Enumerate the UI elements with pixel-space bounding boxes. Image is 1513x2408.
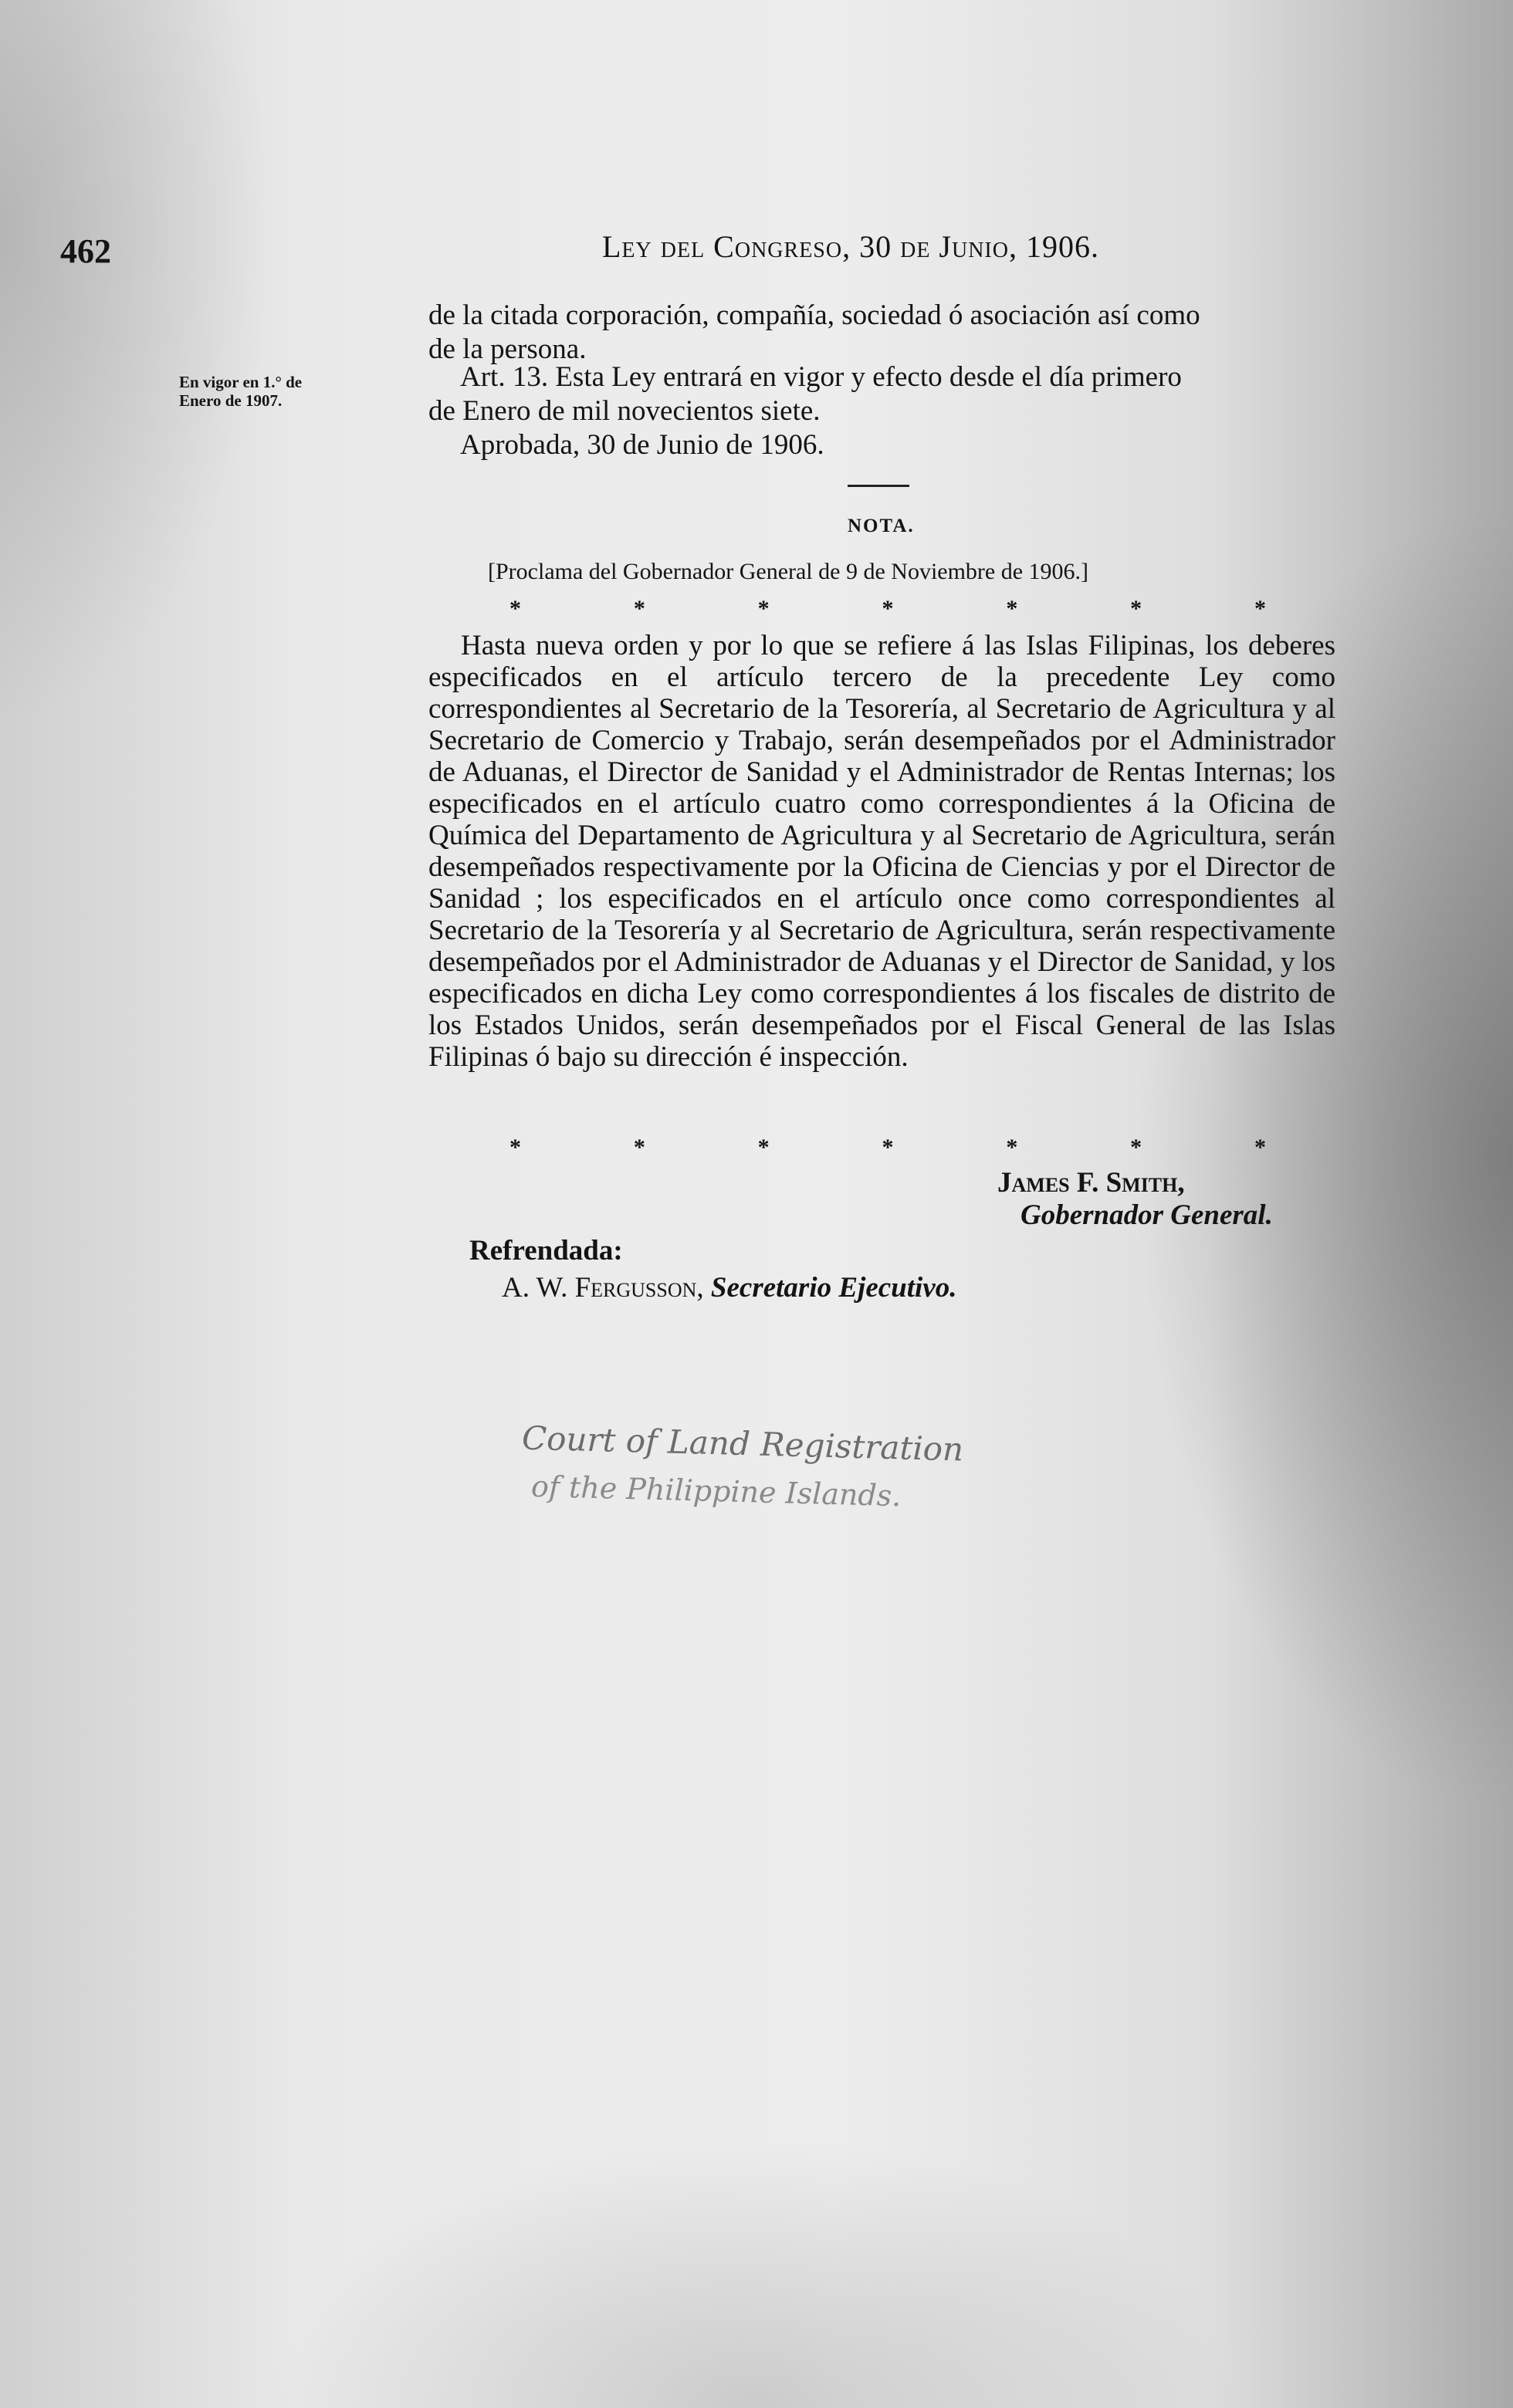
ellipsis-star: * [1006,1135,1018,1160]
ellipsis-star: * [882,596,894,621]
ellipsis-star: * [1130,1135,1142,1160]
nota-heading: NOTA. [848,516,915,536]
ellipsis-star: * [757,596,770,621]
countersign-title: Secretario Ejecutivo. [710,1272,957,1304]
section-divider [848,485,909,487]
ellipsis-star: * [1130,596,1142,621]
page-number: 462 [60,232,111,270]
ellipsis-star: * [509,596,521,621]
ellipsis-star: * [633,596,645,621]
running-head: Ley del Congreso, 30 de Junio, 1906. [602,229,1099,264]
stamp-line-1: Court of Land Registration [521,1419,964,1469]
nota-paragraph-block [428,630,1335,1073]
countersign-label: Refrendada: [469,1235,623,1267]
signature-name: James F. Smith, [997,1167,1185,1199]
stamp-line-2: of the Philippine Islands. [530,1469,902,1513]
ellipsis-star: * [633,1135,645,1160]
ellipsis-star: * [1006,596,1018,621]
aprobada-line: Aprobada, 30 de Junio de 1906. [460,429,824,461]
signature-title: Gobernador General. [1021,1199,1273,1231]
ellipsis-stars-top [509,596,1266,622]
ellipsis-stars-bottom [509,1135,1266,1161]
text-line-1: de la citada corporación, compañía, sociedad ó asociación así como [428,299,1200,331]
nota-paragraph: Hasta nueva orden y por lo que se refiere á las Islas Filipinas, los deberes especificados en el artículo tercero de la precedente Ley como correspondientes al Secretario de la Tesorería, al Secretario de Agricultura y al Secretario de Comercio y Trabajo, serán desempeñados por el Administrador de Aduanas, el Director de Sanidad y el Administrador de Rentas Internas; los especificados en el artículo cuatro como correspondientes á la Oficina de Química del Departamento de Agricultura y al Secretario de Agricultura, serán desempeñados respectivamente por la Oficina de Ciencias y por el Director de Sanidad ; los especificados en el artículo once como correspondientes al Secretario de la Tesorería y al Secretario de Agricultura, serán respectivamente desempeñados por el Administrador de Aduanas y el Director de Sanidad, y los especificados en dicha Ley como correspondientes á los fiscales de distrito de los Estados Unidos, serán desempeñados por el Fiscal General de las Islas Filipinas ó bajo su dirección é inspección. [428,630,1335,1073]
margin-note-line-2: Enero de 1907. [179,391,283,410]
ellipsis-star: * [1254,596,1266,621]
ellipsis-star: * [757,1135,770,1160]
proclama-line: [Proclama del Gobernador General de 9 de Noviembre de 1906.] [488,559,1089,584]
text-line-2: de la persona. [428,333,587,365]
countersign-signer [502,1272,956,1304]
ellipsis-star: * [1254,1135,1266,1160]
ellipsis-star: * [509,1135,521,1160]
article-13-line: Art. 13. Esta Ley entrará en vigor y efecto desde el día primero [460,361,1182,393]
ellipsis-star: * [882,1135,894,1160]
margin-note-line-1: En vigor en 1.° de [179,373,303,391]
countersign-name: A. W. Fergusson, [502,1272,704,1304]
text-line-4: de Enero de mil novecientos siete. [428,395,821,427]
